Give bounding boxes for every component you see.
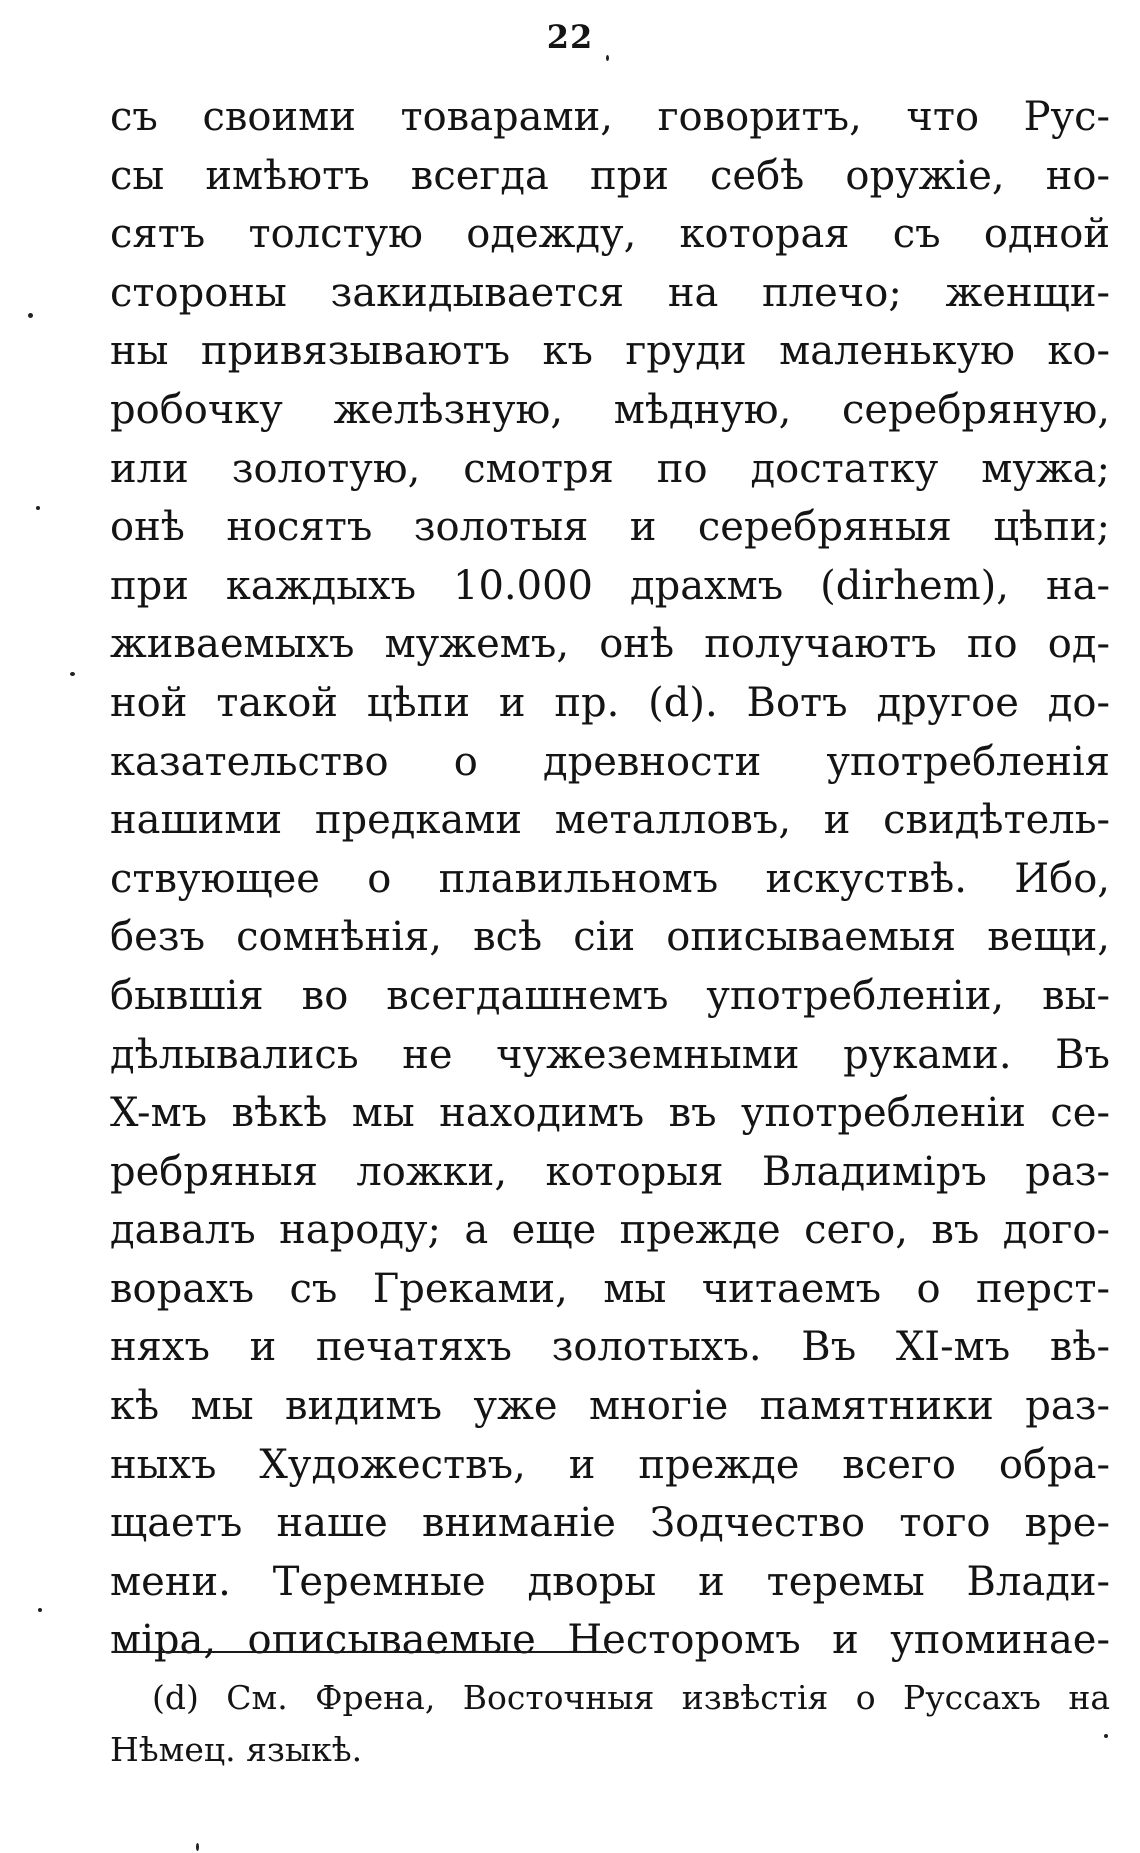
text-line: нашими предками металловъ, и свидѣтель- <box>110 797 1110 844</box>
text-line: ны привязываютъ къ груди маленькую ко- <box>110 328 1110 375</box>
text-line: ной такой цѣпи и пр. (d). Вотъ другое до- <box>110 679 1110 726</box>
footnote <box>110 1672 1110 1776</box>
print-speck <box>1104 1734 1108 1738</box>
footnote-rule <box>112 1651 607 1653</box>
text-line: онѣ носятъ золотыя и серебряныя цѣпи; <box>110 504 1110 551</box>
text-line: ворахъ съ Греками, мы читаемъ о перст- <box>110 1265 1110 1312</box>
print-speck <box>28 313 33 318</box>
text-line: съ своими товарами, говоритъ, что Рус- <box>110 94 1110 140</box>
footnote-line: Нѣмец. языкѣ. <box>110 1730 363 1769</box>
print-speck <box>196 1843 199 1851</box>
text-line: дѣлывались не чужеземными руками. Въ <box>110 1031 1110 1078</box>
text-line: сы имѣютъ всегда при себѣ оружіе, но- <box>110 152 1110 199</box>
text-line: щаетъ наше вниманіе Зодчество того вре- <box>110 1500 1110 1547</box>
text-line: или золотую, смотря по достатку мужа; <box>110 445 1110 492</box>
print-speck <box>38 1608 42 1612</box>
text-line: давалъ народу; а еще прежде сего, въ дого- <box>110 1207 1110 1254</box>
text-line: казательство о древности употребленія <box>110 738 1110 785</box>
text-line: міра, описываемые Несторомъ и упоминае- <box>110 1617 1110 1664</box>
text-line: ныхъ Художествъ, и прежде всего обра- <box>110 1441 1110 1488</box>
print-speck <box>606 55 609 61</box>
text-line: мени. Теремные дворы и теремы Влади- <box>110 1558 1110 1605</box>
text-line: бывшія во всегдашнемъ употребленіи, вы- <box>110 972 1110 1019</box>
text-line: X-мъ вѣкѣ мы находимъ въ употребленіи се- <box>110 1090 1110 1137</box>
page-number: 22 <box>546 18 594 56</box>
text-line: сятъ толстую одежду, которая съ одной <box>110 211 1110 258</box>
text-line: при каждыхъ 10.000 драхмъ (dirhem), на- <box>110 562 1110 609</box>
footnote-line: (d) См. Френа, Восточныя извѣстія о Руссахъ на <box>152 1678 1110 1717</box>
print-speck <box>36 506 40 510</box>
text-line: ствующее о плавильномъ искуствѣ. Ибо, <box>110 855 1110 902</box>
text-line: стороны закидывается на плечо; женщи- <box>110 269 1110 316</box>
text-line: няхъ и печатяхъ золотыхъ. Въ XI-мъ вѣ- <box>110 1324 1110 1371</box>
body-text <box>110 88 1110 1670</box>
text-line: живаемыхъ мужемъ, онѣ получаютъ по од- <box>110 621 1110 668</box>
text-line: робочку желѣзную, мѣдную, серебряную, <box>110 386 1110 433</box>
text-line: кѣ мы видимъ уже многіе памятники раз- <box>110 1383 1110 1430</box>
print-speck <box>70 672 75 676</box>
text-line: ребряныя ложки, которыя Владиміръ раз- <box>110 1148 1110 1195</box>
text-line: безъ сомнѣнія, всѣ сіи описываемыя вещи, <box>110 914 1110 961</box>
